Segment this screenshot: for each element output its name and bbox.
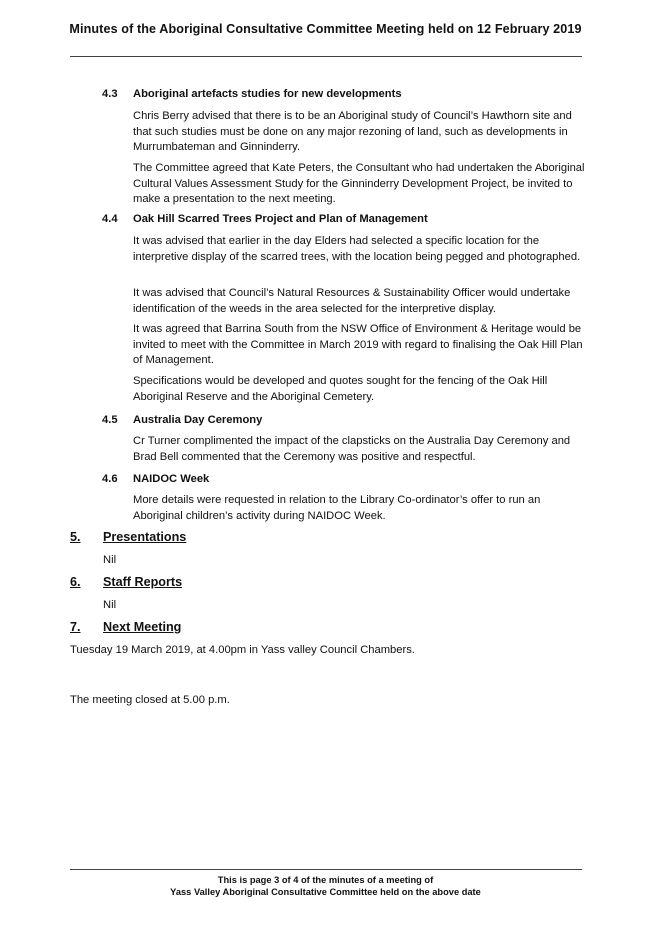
item-number: 4.5 (102, 414, 118, 426)
paragraph: Cr Turner complimented the impact of the clapsticks on the Australia Day Ceremony and Brad Bell commented that the Ceremony was positive and respectful. (133, 435, 571, 463)
item-number: 4.3 (102, 88, 118, 100)
paragraph: It was agreed that Barrina South from the NSW Office of Environment & Heritage would be invited to meet with the Committee in March 2019 with regard to finalising the Oak Hill Plan of Management. (133, 323, 583, 367)
item-title: Aboriginal artefacts studies for new developments (133, 88, 402, 100)
item-title: Oak Hill Scarred Trees Project and Plan of Management (133, 213, 428, 225)
paragraph: It was advised that Council’s Natural Resources & Sustainability Officer would undertake identification of the weeds in the area selected for the interpretive display. (133, 287, 571, 315)
item-title: NAIDOC Week (133, 473, 210, 485)
section-number: 6. (70, 575, 81, 589)
section-title-presentations: Presentations (103, 530, 187, 544)
page-title: Minutes of the Aboriginal Consultative Committee Meeting held on 12 February 2019 (69, 22, 582, 36)
closing-statement: The meeting closed at 5.00 p.m. (70, 694, 230, 706)
item-title: Australia Day Ceremony (133, 414, 263, 426)
section-number: 5. (70, 530, 81, 544)
section-body: Tuesday 19 March 2019, at 4.00pm in Yass valley Council Chambers. (70, 644, 415, 656)
footer-divider (70, 869, 582, 870)
footer-line-1: This is page 3 of 4 of the minutes of a meeting of (217, 875, 434, 885)
paragraph: The Committee agreed that Kate Peters, the Consultant who had undertaken the Aboriginal Cultural Values Assessment Study for the Ginninderry Development Project, be invited to make a presentation to the next meeting. (133, 162, 585, 206)
section-title-next-meeting: Next Meeting (103, 620, 182, 634)
footer-line-2: Yass Valley Aboriginal Consultative Committee held on the above date (170, 887, 481, 897)
paragraph: Specifications would be developed and quotes sought for the fencing of the Oak Hill Aboriginal Reserve and the Aboriginal Cemetery. (133, 375, 548, 403)
item-number: 4.4 (102, 213, 118, 225)
section-body: Nil (103, 599, 117, 611)
paragraph: Chris Berry advised that there is to be an Aboriginal study of Council’s Hawthorn site and that such studies must be done on any major rezoning of land, such as developments in Murrumbateman and Ginninderry. (133, 110, 572, 154)
paragraph: More details were requested in relation to the Library Co-ordinator’s offer to run an Aboriginal children’s activity during NAIDOC Week. (133, 494, 541, 522)
header-divider (70, 56, 582, 57)
section-body: Nil (103, 554, 117, 566)
item-number: 4.6 (102, 473, 118, 485)
section-number: 7. (70, 620, 81, 634)
section-title-staff-reports: Staff Reports (103, 575, 183, 589)
paragraph: It was advised that earlier in the day Elders had selected a specific location for the interpretive display of the scarred trees, with the location being pegged and photographed. (133, 235, 581, 263)
